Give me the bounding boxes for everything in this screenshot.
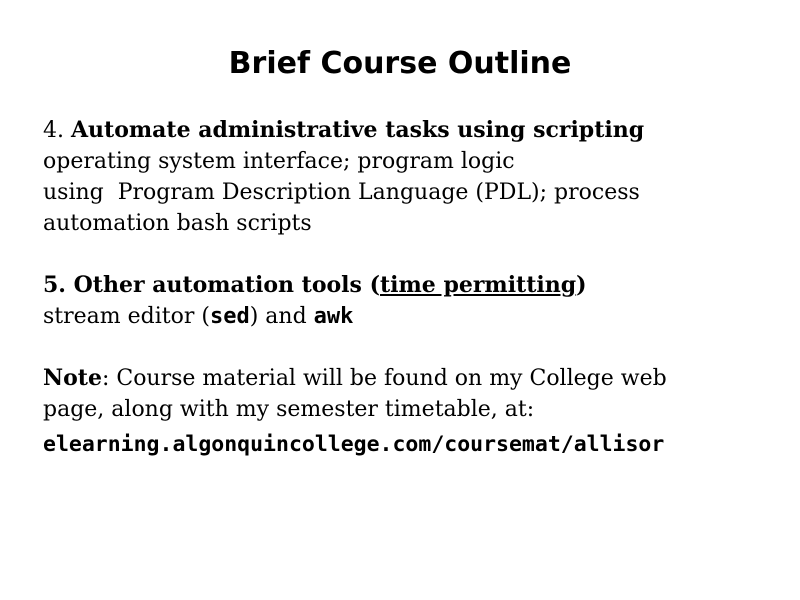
item-5-heading	[43, 270, 773, 301]
note-text-1: : Course material will be found on my College web	[101, 366, 667, 391]
note-line-2: page, along with my semester timetable, at:	[43, 397, 535, 422]
spacer	[43, 332, 773, 363]
item-4-line-3: automation bash scripts	[43, 211, 312, 236]
slide-body	[43, 115, 773, 465]
note-line-1	[43, 363, 773, 394]
item-5-time-permitting: time permitting	[379, 272, 577, 298]
note-label: Note	[43, 365, 102, 391]
item-5-heading-end: )	[576, 272, 587, 298]
item-5-desc-mid: ) and	[249, 304, 314, 329]
item-5-heading-start: 5. Other automation tools (	[43, 272, 380, 298]
spacer	[43, 239, 773, 270]
sed-command: sed	[209, 304, 250, 329]
slide-title: Brief Course Outline	[228, 46, 572, 81]
item-4-number: 4.	[43, 118, 71, 143]
item-4-heading	[43, 115, 773, 146]
item-4-line-2: using Program Description Language (PDL); process	[43, 180, 640, 205]
item-4-title: Automate administrative tasks using scripting	[70, 117, 645, 143]
item-4-line-1: operating system interface; program logic	[43, 149, 515, 174]
item-5-desc-pre: stream editor (	[43, 304, 210, 329]
item-5-description	[43, 301, 773, 332]
awk-command: awk	[313, 304, 354, 329]
course-url: elearning.algonquincollege.com/coursemat/allisor	[43, 432, 665, 457]
